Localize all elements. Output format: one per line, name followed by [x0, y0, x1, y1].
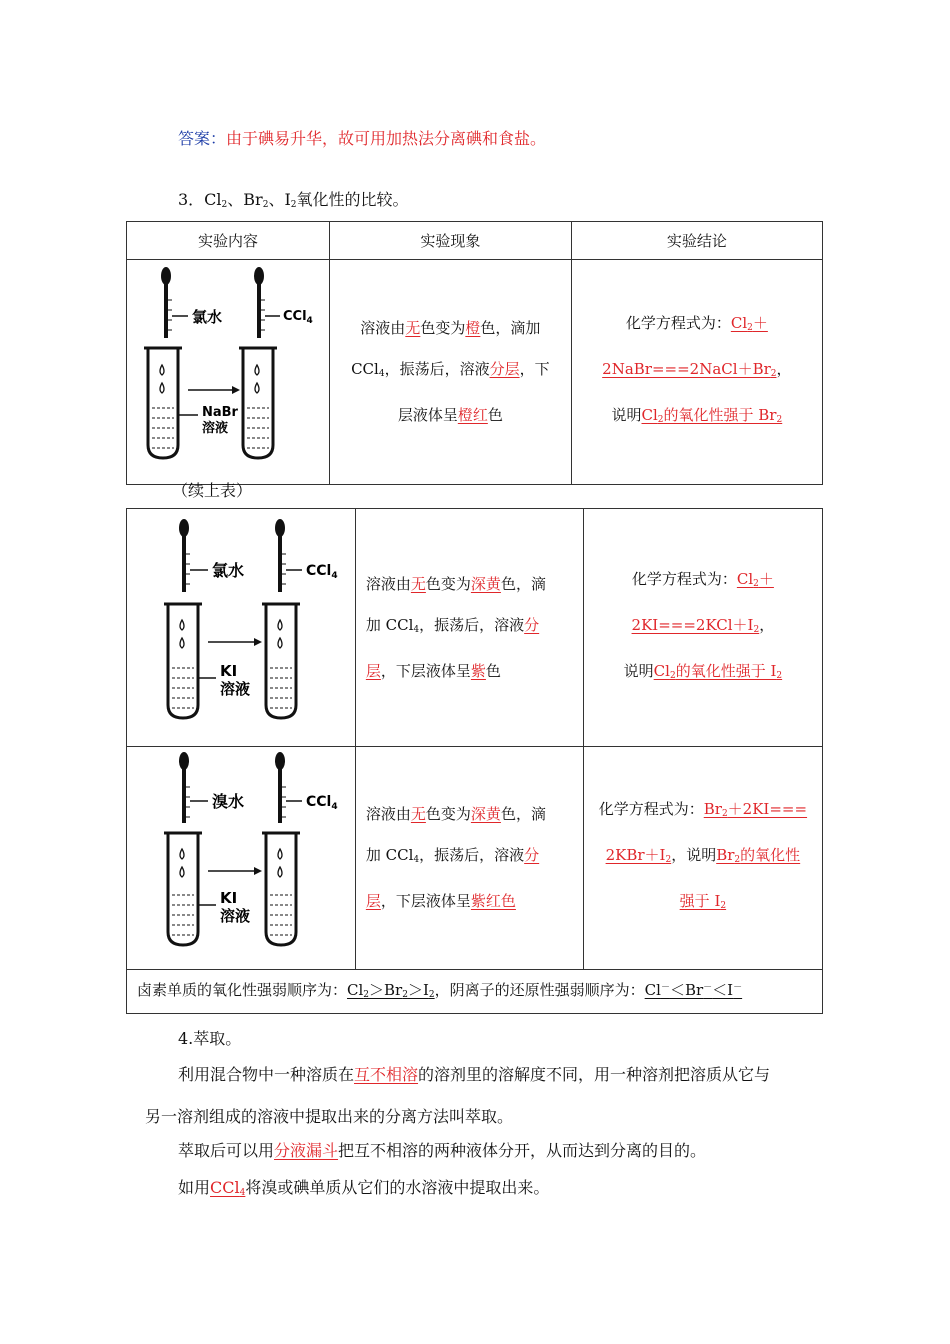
solution-label: 溶液: [201, 421, 228, 436]
dropper-icon: [179, 752, 190, 823]
dropper-icon: [275, 519, 286, 592]
header-content: 实验内容: [127, 222, 330, 260]
header-conclusion: 实验结论: [571, 222, 822, 260]
test-tube-icon: [164, 833, 202, 945]
answer-line: [178, 126, 546, 149]
experiment-diagram-nabr: [128, 260, 328, 468]
test-tube-icon: [144, 348, 182, 458]
summary-row: 卤素单质的氧化性强弱顺序为：$Cl_2>Br_2>I_2$，阴离子的还原性强弱顺序为：Cl－＜Br－＜I－: [127, 970, 823, 1014]
section4-paragraph-3: 如用CCl$_4$将溴或碘单质从它们的水溶液中提取出来。: [178, 1178, 550, 1198]
test-tube-icon: [262, 604, 300, 718]
section4-paragraph-1-cont: 另一溶剂组成的溶液中提取出来的分离方法叫萃取。: [145, 1107, 514, 1126]
dropper-icon: [161, 267, 172, 338]
dropper-icon: [275, 752, 286, 823]
solution-label: NaBr: [201, 405, 238, 420]
solution-label: KI: [219, 889, 238, 907]
comparison-table-1: [126, 221, 823, 485]
dropper-icon: [254, 267, 265, 338]
test-tube-icon: [164, 604, 202, 718]
reagent-label: 氯水: [211, 560, 244, 580]
conclusion-cell-3: 化学方程式为：$Br_2+2KI===$ $2KBr+I_2$，说明$Br_2$的氧化性 强于 $I_2$: [583, 747, 822, 970]
section3-title: 3．$Cl_2$、$Br_2$、$I_2$氧化性的比较。: [178, 190, 409, 210]
conclusion-cell-2: 化学方程式为：$Cl_2+$ $2KI===2KCl+I_2$， 说明$Cl_2$的氧化性强于 $I_2$: [583, 509, 822, 747]
continued-label: （续上表）: [172, 481, 253, 500]
answer-label: 答案：: [178, 129, 227, 148]
solvent-label: CCl$_4$: [305, 562, 338, 581]
solution-label: 溶液: [219, 907, 250, 925]
solution-label: 溶液: [219, 679, 250, 698]
section4-title: 4.萃取。: [178, 1029, 242, 1048]
experiment-diagram-kI-bromine: [136, 747, 346, 953]
solvent-label: CCl$_4$: [305, 794, 338, 812]
phenomenon-cell-3: 溶液由无色变为深黄色，滴 加 CCl$_4$，振荡后，溶液分 层，下层液体呈紫红色: [355, 747, 583, 970]
solution-label: KI: [219, 661, 238, 680]
phenomenon-cell-2: 溶液由无色变为深黄色，滴 加 CCl$_4$，振荡后，溶液分 层，下层液体呈紫色: [355, 509, 583, 747]
test-tube-icon: [239, 348, 277, 458]
experiment-diagram-kI-chlorine: [136, 510, 346, 730]
test-tube-icon: [262, 833, 300, 945]
comparison-table-2: [126, 508, 823, 1014]
experiment-diagram-cell: [127, 509, 356, 747]
phenomenon-cell-1: 溶液由无色变为橙色，滴加 CCl$_4$，振荡后，溶液分层，下 层液体呈橙红色: [329, 260, 571, 485]
conclusion-cell-1: 化学方程式为：$Cl_2+$ $2NaBr===2NaCl+Br_2$， 说明$Cl_2$的氧化性强于 $Br_2$: [571, 260, 822, 485]
experiment-diagram-cell: [127, 260, 330, 485]
answer-text: 由于碘易升华，故可用加热法分离碘和食盐。: [226, 129, 547, 148]
section4-paragraph-1: 利用混合物中一种溶质在互不相溶的溶剂里的溶解度不同，用一种溶剂把溶质从它与: [178, 1065, 771, 1084]
dropper-icon: [179, 519, 190, 592]
reagent-label: 溴水: [211, 792, 244, 811]
reagent-label: 氯水: [191, 308, 222, 326]
section4-paragraph-2: 萃取后可以用分液漏斗把互不相溶的两种液体分开，从而达到分离的目的。: [178, 1141, 707, 1160]
solvent-label: CCl$_4$: [282, 309, 313, 326]
experiment-diagram-cell: [127, 747, 356, 970]
header-phenomenon: 实验现象: [329, 222, 571, 260]
